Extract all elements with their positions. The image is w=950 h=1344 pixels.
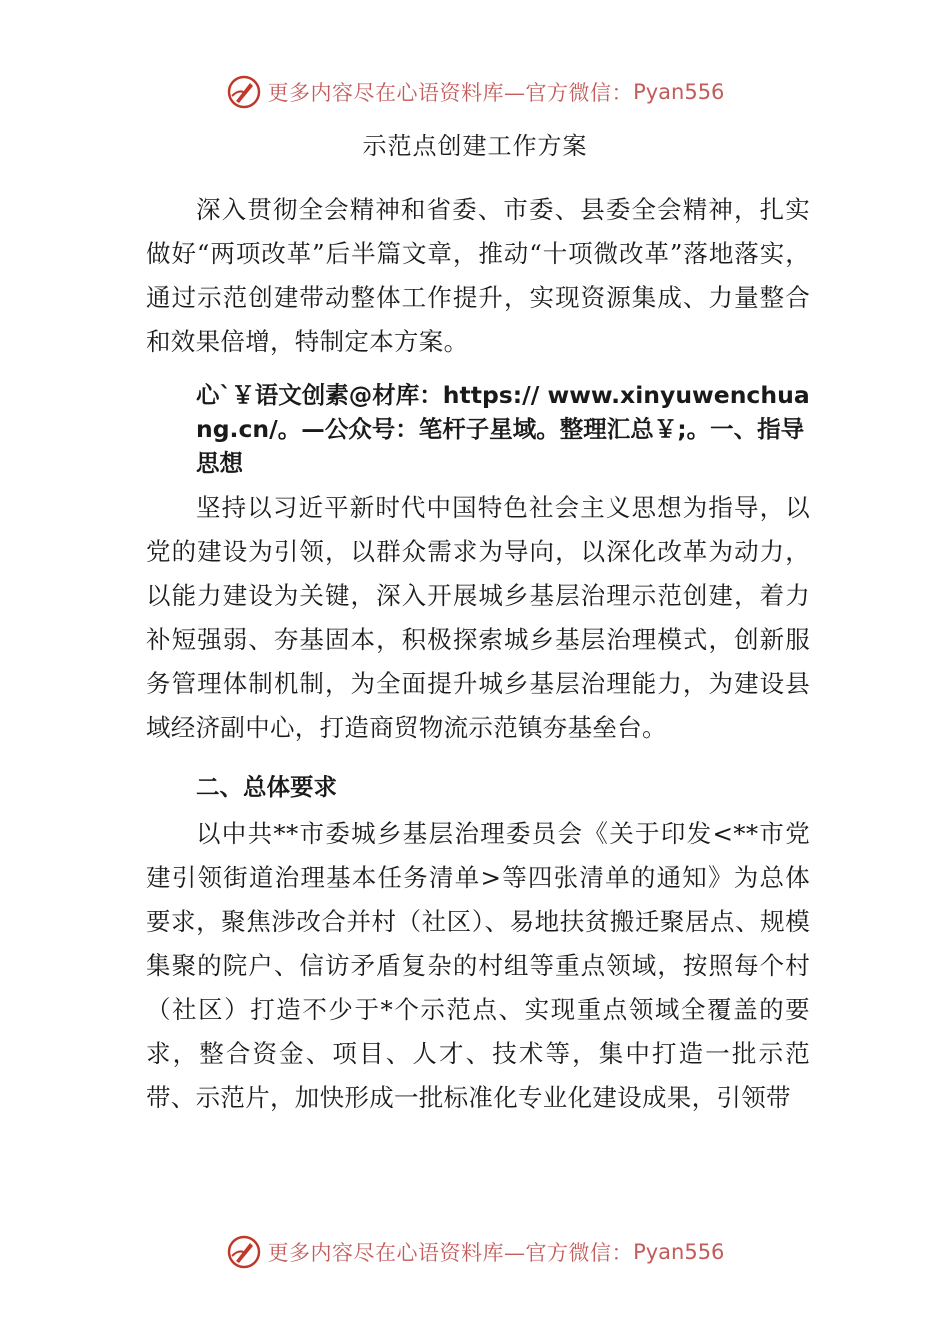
banner-wechat-id: Pyan556 xyxy=(633,1240,725,1264)
banner-text: 更多内容尽在心语资料库—官方微信： xyxy=(267,1241,634,1265)
document-title: 示范点创建工作方案 xyxy=(362,132,588,160)
section-heading-1: 心`￥语文创素@材库：https:// www.xinyuwenchuang.cn/。—公众号：笔杆子星域。整理汇总￥;。一、指导思想 xyxy=(196,381,810,477)
general-requirements-paragraph: 以中共**市委城乡基层治理委员会《关于印发<**市党建引领街道治理基本任务清单>等四张清单的通知》为总体要求，聚焦涉改合并村（社区）、易地扶贫搬迁聚居点、规模集聚的院户、信访矛盾复杂的村组等重点领域，按照每个村（社区）打造不少于*个示范点、实现重点领域全覆盖的要求，整合资金、项目、人才、技术等，集中打造一批示范带、示范片，加快形成一批标准化专业化建设成果，引领带 xyxy=(146,819,810,1112)
document-body xyxy=(146,188,810,1120)
fountain-pen-logo xyxy=(226,1234,262,1270)
header-banner xyxy=(0,70,950,114)
guiding-ideology-paragraph: 坚持以习近平新时代中国特色社会主义思想为指导，以党的建设为引领，以群众需求为导向，以深化改革为动力，以能力建设为关键，深入开展城乡基层治理示范创建，着力补短强弱、夯基固本，积极探索城乡基层治理模式，创新服务管理体制机制，为全面提升城乡基层治理能力，为建设县域经济副中心，打造商贸物流示范镇夯基垒台。 xyxy=(146,493,810,742)
fountain-pen-logo xyxy=(226,74,262,110)
section-heading-2: 二、总体要求 xyxy=(196,773,337,801)
intro-paragraph: 深入贯彻全会精神和省委、市委、县委全会精神，扎实做好“两项改革”后半篇文章，推动“十项微改革”落地落实，通过示范创建带动整体工作提升，实现资源集成、力量整合和效果倍增，特制定本方案。 xyxy=(146,195,810,356)
banner-text: 更多内容尽在心语资料库—官方微信： xyxy=(267,81,634,105)
banner-wechat-id: Pyan556 xyxy=(633,80,725,104)
footer-banner xyxy=(0,1230,950,1274)
